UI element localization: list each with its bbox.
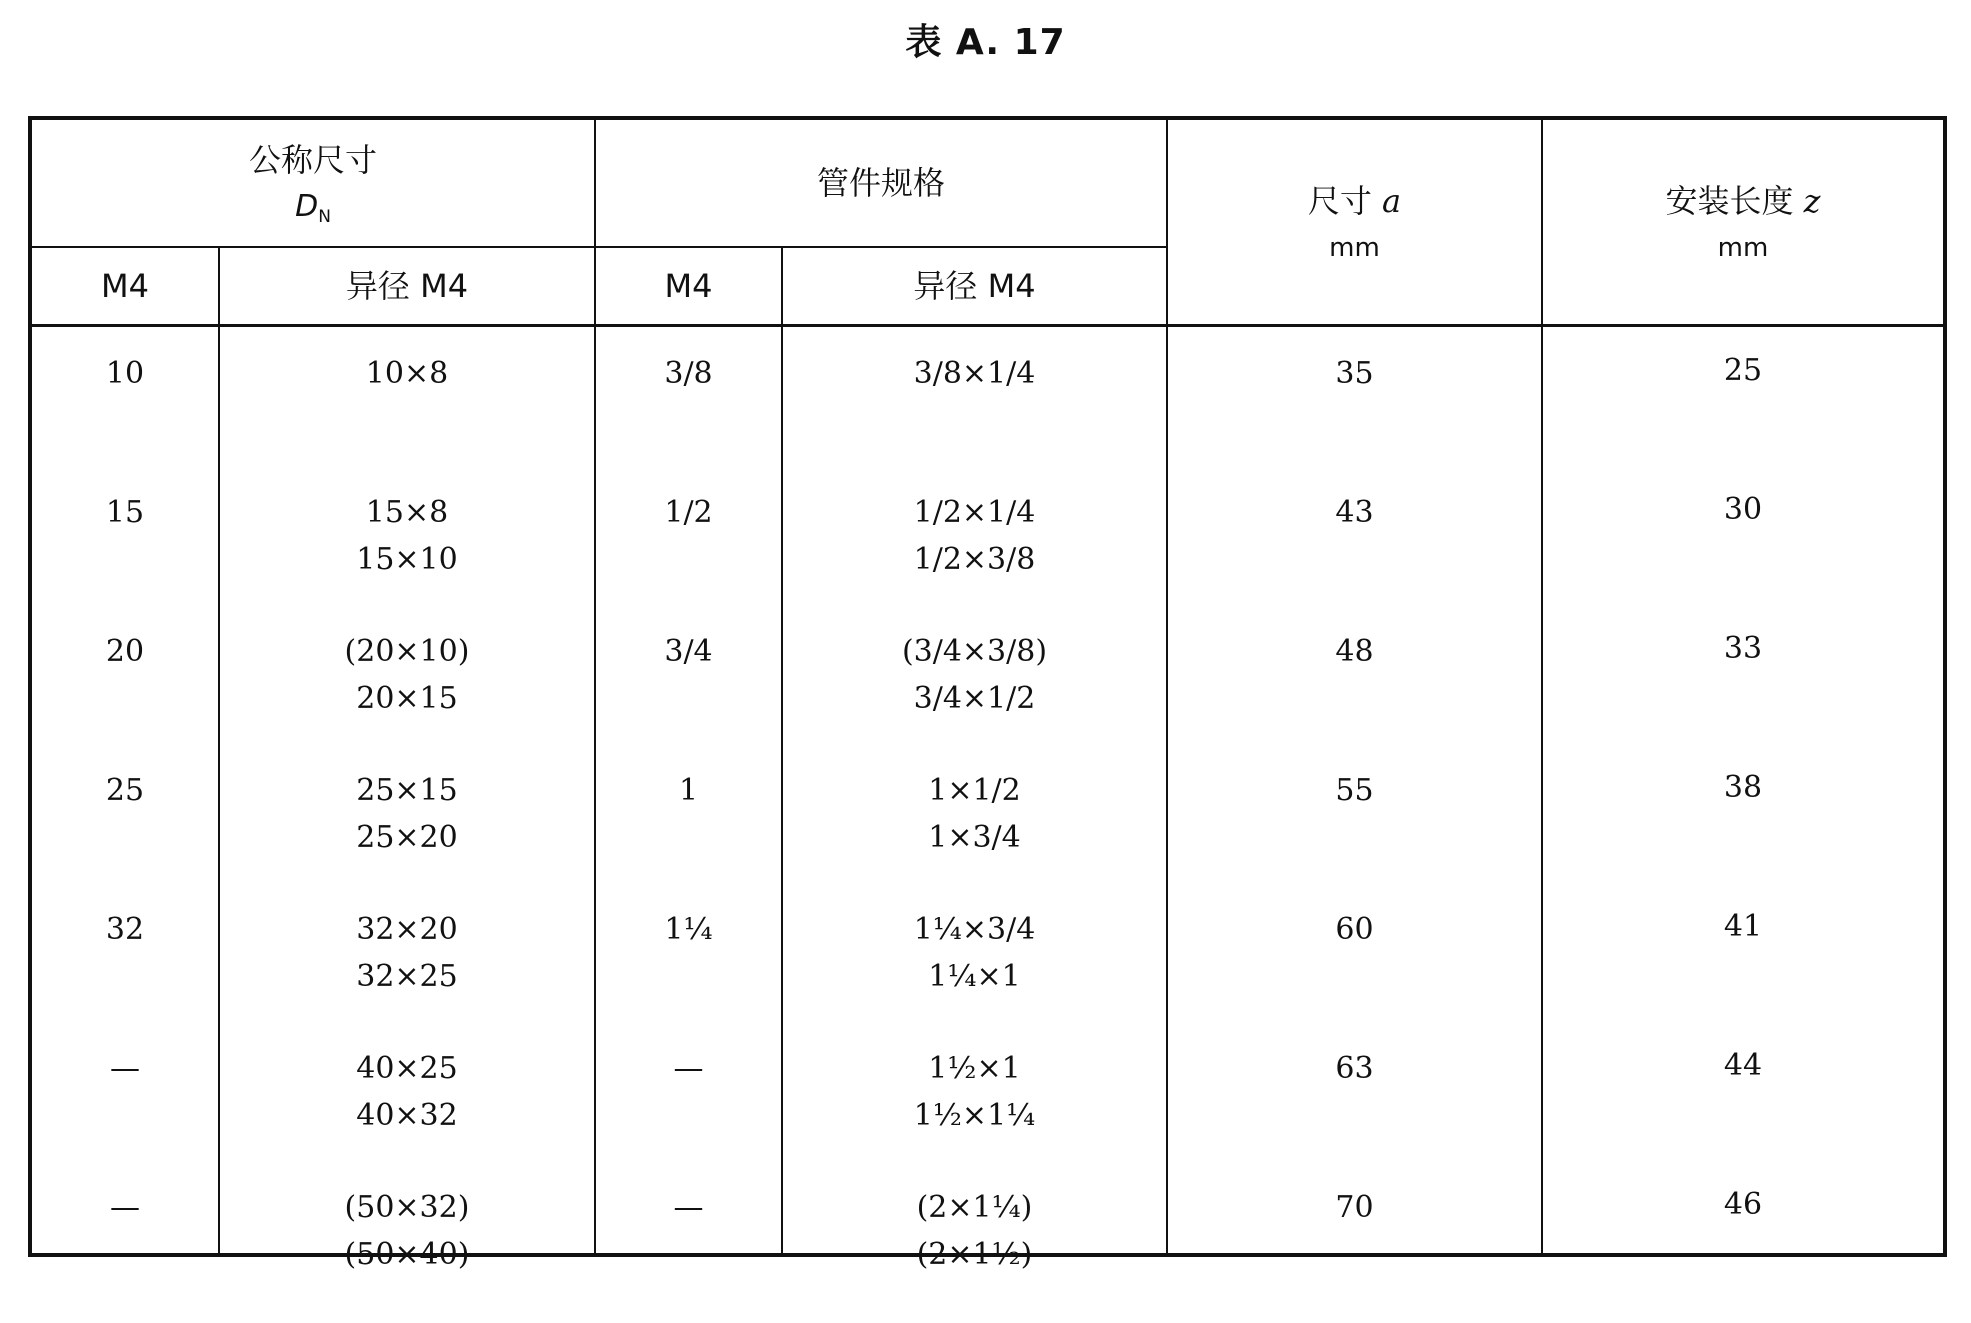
install-length-value: 44 (1723, 1048, 1763, 1083)
dn-reducing-value: 15×10 (356, 542, 458, 577)
header-nominal-size (32, 120, 594, 246)
install-length-value: 46 (1723, 1187, 1763, 1222)
dim-a-value: 63 (1335, 1051, 1374, 1086)
table-row (106, 350, 144, 489)
dn-m4-value: 20 (105, 634, 145, 669)
dn-m4-value: 32 (105, 912, 145, 947)
install-length-value: 33 (1723, 631, 1763, 666)
spec-m4-value: — (673, 1051, 704, 1086)
subheader-dn-m4: M4 (101, 267, 149, 305)
dn-reducing-value: 40×25 (356, 1051, 458, 1086)
spec-reducing-value: 1½×1 (928, 1051, 1021, 1086)
table-row (664, 628, 712, 767)
spec-reducing-value: 1/2×1/4 (913, 495, 1036, 530)
table-row (106, 906, 144, 1045)
column-install-length (1543, 347, 1943, 1320)
dn-reducing-value: 32×20 (356, 912, 458, 947)
spec-reducing-value: 3/4×1/2 (913, 681, 1036, 716)
table-title: 表 A. 17 (905, 22, 1066, 63)
install-length-value: 38 (1723, 770, 1763, 805)
install-length-value: 25 (1723, 353, 1763, 388)
spec-m4-value: 1 (678, 773, 699, 808)
table-row (356, 1045, 457, 1184)
table-row (664, 489, 712, 628)
spec-reducing-value: (2×1¼) (916, 1190, 1033, 1225)
table-row (914, 489, 1036, 628)
dn-reducing-value: 25×15 (356, 773, 458, 808)
subheader-spec-reducing: 异径 M4 (913, 267, 1036, 305)
dn-reducing-value: (50×32) (344, 1190, 470, 1225)
table-row (356, 906, 457, 1045)
dn-m4-value: 10 (105, 356, 145, 391)
dn-reducing-value: (50×40) (344, 1237, 470, 1272)
spec-m4-value: — (673, 1190, 704, 1225)
table-row (1335, 767, 1373, 906)
table-row (679, 767, 698, 906)
header-dim-a (1168, 120, 1541, 324)
dn-m4-value: — (110, 1051, 140, 1086)
dn-reducing-value: 10×8 (365, 356, 449, 391)
column-dim-a (1168, 350, 1541, 1323)
dn-reducing-value: 15×8 (365, 495, 449, 530)
install-length-title (1665, 177, 1820, 225)
table-row (1724, 347, 1762, 486)
table-row (902, 628, 1047, 767)
header-install-length (1543, 120, 1943, 324)
table-row (345, 1184, 470, 1323)
table-row (674, 1045, 704, 1184)
table-row (664, 350, 712, 489)
table-row (928, 767, 1021, 906)
spec-reducing-value: 1¼×1 (928, 959, 1021, 994)
dn-reducing-value: 25×20 (356, 820, 458, 855)
dn-subscript: N (318, 206, 331, 227)
column-dn-m4 (32, 350, 218, 1323)
dim-a-variable: a (1382, 181, 1402, 220)
table-row (1335, 906, 1373, 1045)
table-row (345, 628, 470, 767)
table-row (914, 350, 1036, 489)
spec-m4-value: 1¼ (664, 912, 713, 947)
table-row (110, 1184, 140, 1323)
dn-reducing-value: 32×25 (356, 959, 458, 994)
spec-m4-value: 3/8 (664, 356, 713, 391)
table-row (1335, 489, 1373, 628)
table-row (366, 350, 448, 489)
table-row (1724, 903, 1762, 1042)
table-row (1724, 764, 1762, 903)
table-row (914, 906, 1036, 1045)
fitting-spec-label: 管件规格 (816, 164, 945, 202)
spec-reducing-value: 1×3/4 (928, 820, 1021, 855)
dn-letter: D (295, 188, 319, 224)
spec-reducing-value: (3/4×3/8) (901, 634, 1048, 669)
column-spec-reducing (783, 350, 1166, 1323)
header-fitting-spec (596, 120, 1166, 246)
dn-reducing-value: (20×10) (344, 634, 470, 669)
table-row (664, 906, 712, 1045)
dn-m4-value: — (110, 1190, 140, 1225)
table-row (1335, 350, 1373, 489)
dn-reducing-value: 20×15 (356, 681, 458, 716)
table-row (110, 1045, 140, 1184)
table-row (1724, 486, 1762, 625)
column-dn-reducing (220, 350, 594, 1323)
table-row (356, 767, 457, 906)
dim-a-value: 35 (1335, 356, 1374, 391)
dim-a-unit: mm (1329, 232, 1380, 263)
table-row (106, 767, 144, 906)
install-length-variable: z (1803, 181, 1821, 220)
table-row (917, 1184, 1033, 1323)
spec-reducing-value: 3/8×1/4 (913, 356, 1036, 391)
install-length-unit: mm (1717, 232, 1769, 263)
table-row (1724, 625, 1762, 764)
header-bottom-rule (32, 324, 1943, 327)
table-row (1335, 628, 1373, 767)
dimension-table (28, 116, 1947, 1272)
table-row (1335, 1184, 1373, 1323)
table-row (1724, 1181, 1762, 1320)
table-row (106, 628, 144, 767)
dim-a-value: 55 (1335, 773, 1374, 808)
spec-reducing-value: 1½×1¼ (913, 1098, 1036, 1133)
dim-a-value: 70 (1335, 1190, 1374, 1225)
table-row (106, 489, 144, 628)
table-row (1724, 1042, 1762, 1181)
dim-a-title (1308, 177, 1401, 225)
table-row (356, 489, 457, 628)
spec-reducing-value: 1×1/2 (928, 773, 1021, 808)
dn-m4-value: 15 (105, 495, 145, 530)
dn-m4-value: 25 (105, 773, 145, 808)
dim-a-value: 48 (1335, 634, 1374, 669)
dn-reducing-value: 40×32 (356, 1098, 458, 1133)
install-length-value: 30 (1723, 492, 1763, 527)
dim-a-label: 尺寸 (1307, 181, 1372, 220)
table-row (914, 1045, 1035, 1184)
dn-symbol (295, 184, 331, 231)
install-length-value: 41 (1723, 909, 1763, 944)
spec-m4-value: 3/4 (664, 634, 713, 669)
spec-m4-value: 1/2 (664, 495, 713, 530)
dim-a-value: 43 (1335, 495, 1374, 530)
spec-reducing-value: (2×1½) (916, 1237, 1033, 1272)
install-length-label: 安装长度 (1665, 181, 1794, 220)
table-row (1335, 1045, 1373, 1184)
spec-reducing-value: 1/2×3/8 (913, 542, 1036, 577)
subheader-spec-m4: M4 (664, 267, 713, 305)
nominal-size-label: 公称尺寸 (248, 140, 377, 179)
spec-reducing-value: 1¼×3/4 (913, 912, 1036, 947)
dim-a-value: 60 (1335, 912, 1374, 947)
table-row (674, 1184, 704, 1323)
subheader-dn-reducing: 异径 M4 (345, 267, 469, 305)
column-spec-m4 (596, 350, 781, 1323)
